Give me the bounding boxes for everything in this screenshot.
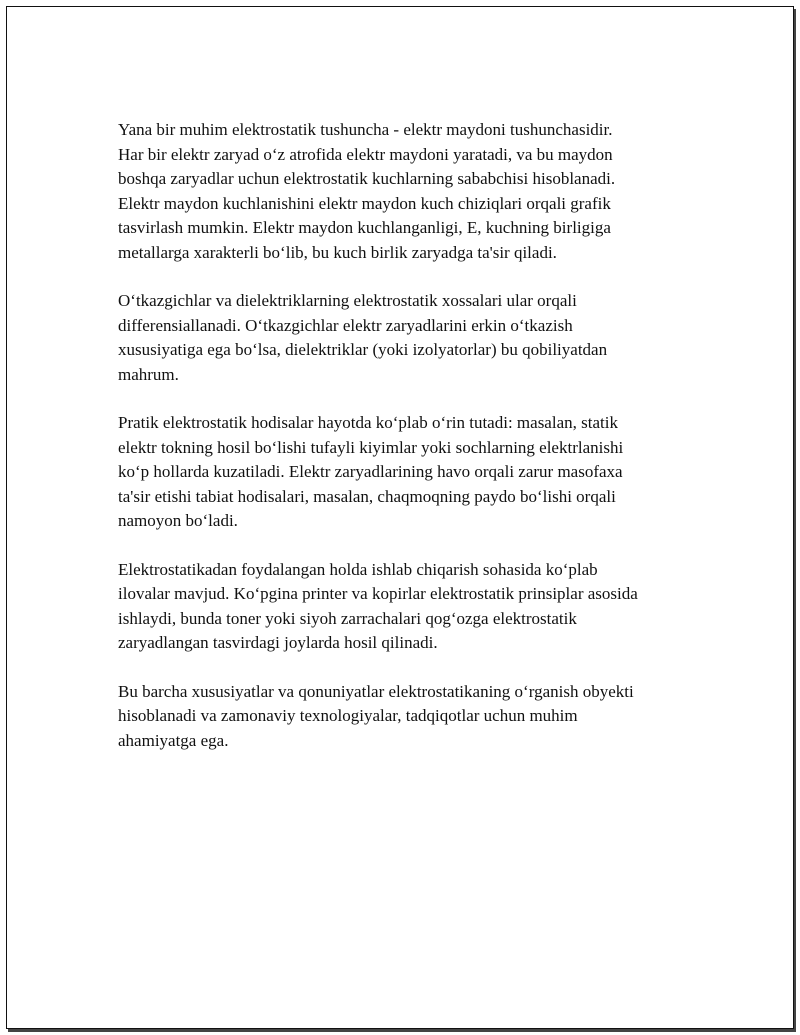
paragraph-3: [118, 411, 708, 534]
text-line: Bu barcha xususiyatlar va qonuniyatlar elektrostatikaning o‘rganish obyekti: [118, 681, 634, 701]
paragraph-2: [118, 289, 708, 387]
text-line: metallarga xarakterli bo‘lib, bu kuch birlik zaryadga ta'sir qiladi.: [118, 242, 557, 262]
text-line: elektr tokning hosil bo‘lishi tufayli kiyimlar yoki sochlarning elektrlanishi: [118, 437, 624, 457]
text-line: O‘tkazgichlar va dielektriklarning elektrostatik xossalari ular orqali: [118, 291, 577, 310]
text-line: tasvirlash mumkin. Elektr maydon kuchlanganligi, E, kuchning birligiga: [118, 218, 611, 237]
text-line: ishlaydi, bunda toner yoki siyoh zarrachalari qog‘ozga elektrostatik: [118, 608, 577, 628]
text-line: differensiallanadi. O‘tkazgichlar elektr zaryadlarini erkin o‘tkazish: [118, 315, 573, 335]
text-line: mahrum.: [118, 364, 179, 384]
document-body: [118, 118, 708, 777]
text-line: hisoblanadi va zamonaviy texnologiyalar, tadqiqotlar uchun muhim: [118, 706, 578, 725]
text-line: ilovalar mavjud. Ko‘pgina printer va kopirlar elektrostatik prinsiplar asosida: [118, 584, 638, 603]
paragraph-5: [118, 680, 708, 754]
text-line: ta'sir etishi tabiat hodisalari, masalan, chaqmoqning paydo bo‘lishi orqali: [118, 486, 616, 506]
text-line: Elektrostatikadan foydalangan holda ishlab chiqarish sohasida ko‘plab: [118, 559, 598, 579]
text-line: ahamiyatga ega.: [118, 730, 229, 750]
text-line: namoyon bo‘ladi.: [118, 511, 238, 530]
paragraph-4: [118, 558, 708, 656]
text-line: Har bir elektr zaryad o‘z atrofida elektr maydoni yaratadi, va bu maydon: [118, 144, 613, 164]
text-line: boshqa zaryadlar uchun elektrostatik kuchlarning sababchisi hisoblanadi.: [118, 169, 616, 188]
text-line: ko‘p hollarda kuzatiladi. Elektr zaryadlarining havo orqali zarur masofaxa: [118, 462, 623, 481]
text-line: xususiyatiga ega bo‘lsa, dielektriklar (yoki izolyatorlar) bu qobiliyatdan: [118, 340, 608, 359]
text-line: Elektr maydon kuchlanishini elektr maydon kuch chiziqlari orqali grafik: [118, 193, 611, 213]
text-line: zaryadlangan tasvirdagi joylarda hosil qilinadi.: [118, 633, 438, 652]
text-line: Pratik elektrostatik hodisalar hayotda ko‘plab o‘rin tutadi: masalan, statik: [118, 413, 618, 432]
text-line: Yana bir muhim elektrostatik tushuncha - elektr maydoni tushunchasidir.: [118, 120, 613, 139]
paragraph-1: [118, 118, 708, 265]
